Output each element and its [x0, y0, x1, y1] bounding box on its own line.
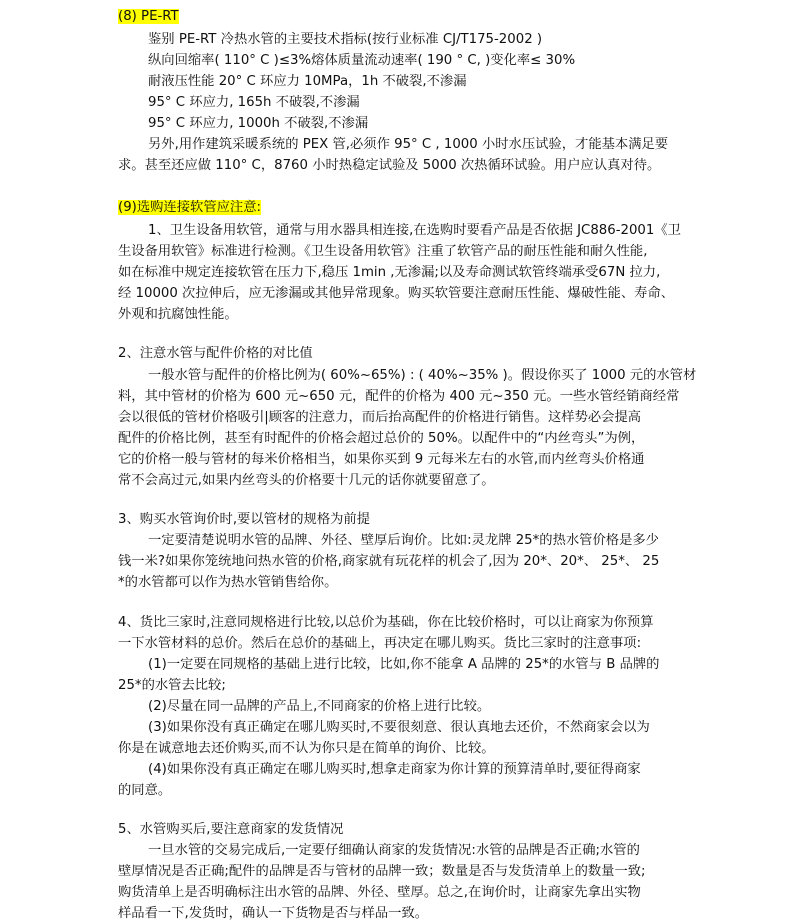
s9-line-2: 生设备用软管》标准进行检测。《卫生设备用软管》注重了软管产品的耐压性能和耐久性能, [118, 244, 648, 259]
p2-title: 2、注意水管与配件价格的对比值 [118, 346, 313, 361]
section-8-heading: (8) PE-RT [118, 9, 179, 24]
s8-line-1: 鉴别 PE-RT 冷热水管的主要技术指标(按行业标准 CJ/T175-2002 ) [148, 32, 543, 47]
p5-line-4: 样品看一下,发货时，确认一下货物是否与样品一致。 [118, 906, 429, 921]
p4-line-8: 的同意。 [118, 783, 172, 798]
p4-line-3: 25*的水管去比较; [118, 678, 226, 693]
s8-line-3: 耐液压性能 20° C 环应力 10MPa，1h 不破裂,不渗漏 [148, 74, 467, 89]
p5-line-1: 一旦水管的交易完成后,一定要仔细确认商家的发货情况:水管的品牌是否正确;水管的 [148, 843, 640, 858]
s9-line-4: 经 10000 次拉伸后，应无渗漏或其他异常现象。购买软管要注意耐压性能、爆破性能、寿命、 [118, 286, 675, 301]
section-9-heading: (9)选购连接软管应注意: [118, 200, 261, 215]
p4-line-4: (2)尽量在同一品牌的产品上,不同商家的价格上进行比较。 [148, 699, 491, 714]
s8-line-7: 求。甚至还应做 110° C，8760 小时热稳定试验及 5000 次热循环试验。用户应认真对待。 [118, 158, 661, 173]
s9-line-5: 外观和抗腐蚀性能。 [118, 307, 238, 322]
p5-line-3: 购货清单上是否明确标注出水管的品牌、外径、壁厚。总之,在询价时，让商家先拿出实物 [118, 885, 641, 900]
p4-line-7: (4)如果你没有真正确定在哪儿购买时,想拿走商家为你计算的预算清单时,要征得商家 [148, 762, 641, 777]
p4-line-6: 你是在诚意地去还价购买,而不认为你只是在简单的询价、比较。 [118, 741, 495, 756]
p2-line-5: 它的价格一般与管材的每米价格相当，如果你买到 9 元每米左右的水管,而内丝弯头价格通 [118, 452, 645, 467]
p5-title: 5、水管购买后,要注意商家的发货情况 [118, 822, 344, 837]
p3-line-3: *的水管都可以作为热水管销售给你。 [118, 575, 338, 590]
s8-line-4: 95° C 环应力, 165h 不破裂,不渗漏 [148, 95, 360, 110]
s8-line-2: 纵向回缩率( 110° C )≤3%熔体质量流动速率( 190 ° C, )变化率≤ 30% [148, 53, 576, 68]
s9-line-3: 如在标准中规定连接软管在压力下,稳压 1min ,无渗漏;以及寿命测试软管终端承受67N 拉力, [118, 265, 661, 280]
p4-line-2: (1)一定要在同规格的基础上进行比较，比如,你不能拿 A 品牌的 25*的水管与 B 品牌的 [148, 657, 660, 672]
p3-line-2: 钱一米?如果你笼统地问热水管的价格,商家就有玩花样的机会了,因为 20*、20*、 25*、 25 [118, 554, 660, 569]
p4-line-1: 一下水管材料的总价。然后在总价的基础上，再决定在哪儿购买。货比三家时的注意事项: [118, 636, 642, 651]
p2-line-6: 常不会高过元,如果内丝弯头的价格要十几元的话你就要留意了。 [118, 473, 495, 488]
s8-line-5: 95° C 环应力, 1000h 不破裂,不渗漏 [148, 116, 369, 131]
s9-line-1: 1、卫生设备用软管，通常与用水器具相连接,在选购时要看产品是否依据 JC886-2001《卫 [148, 223, 681, 238]
p5-line-2: 壁厚情况是否正确;配件的品牌是否与管材的品牌一致；数量是否与发货清单上的数量一致; [118, 864, 646, 879]
p3-line-1: 一定要清楚说明水管的品牌、外径、壁厚后询价。比如:灵龙牌 25*的热水管价格是多少 [148, 533, 659, 548]
s8-line-6: 另外,用作建筑采暖系统的 PEX 管,必须作 95° C , 1000 小时水压试验，才能基本满足要 [148, 137, 669, 152]
p2-line-1: 一般水管与配件的价格比例为( 60%~65%) : ( 40%~35% )。假设你买了 1000 元的水管材 [148, 368, 697, 383]
p2-line-3: 会以很低的管材价格吸引|顾客的注意力，而后抬高配件的价格进行销售。这样势必会提高 [118, 410, 642, 425]
p4-title: 4、货比三家时,注意同规格进行比较,以总价为基础，你在比较价格时，可以让商家为你预算 [118, 615, 654, 630]
p2-line-4: 配件的价格比例，甚至有时配件的价格会超过总价的 50%。以配件中的“内丝弯头”为例， [118, 431, 645, 446]
p3-title: 3、购买水管询价时,要以管材的规格为前提 [118, 512, 371, 527]
p4-line-5: (3)如果你没有真正确定在哪儿购买时,不要很刻意、很认真地去还价，不然商家会以为 [148, 720, 650, 735]
p2-line-2: 料，其中管材的价格为 600 元~650 元，配件的价格为 400 元~350 元。一些水管经销商经常 [118, 389, 680, 404]
